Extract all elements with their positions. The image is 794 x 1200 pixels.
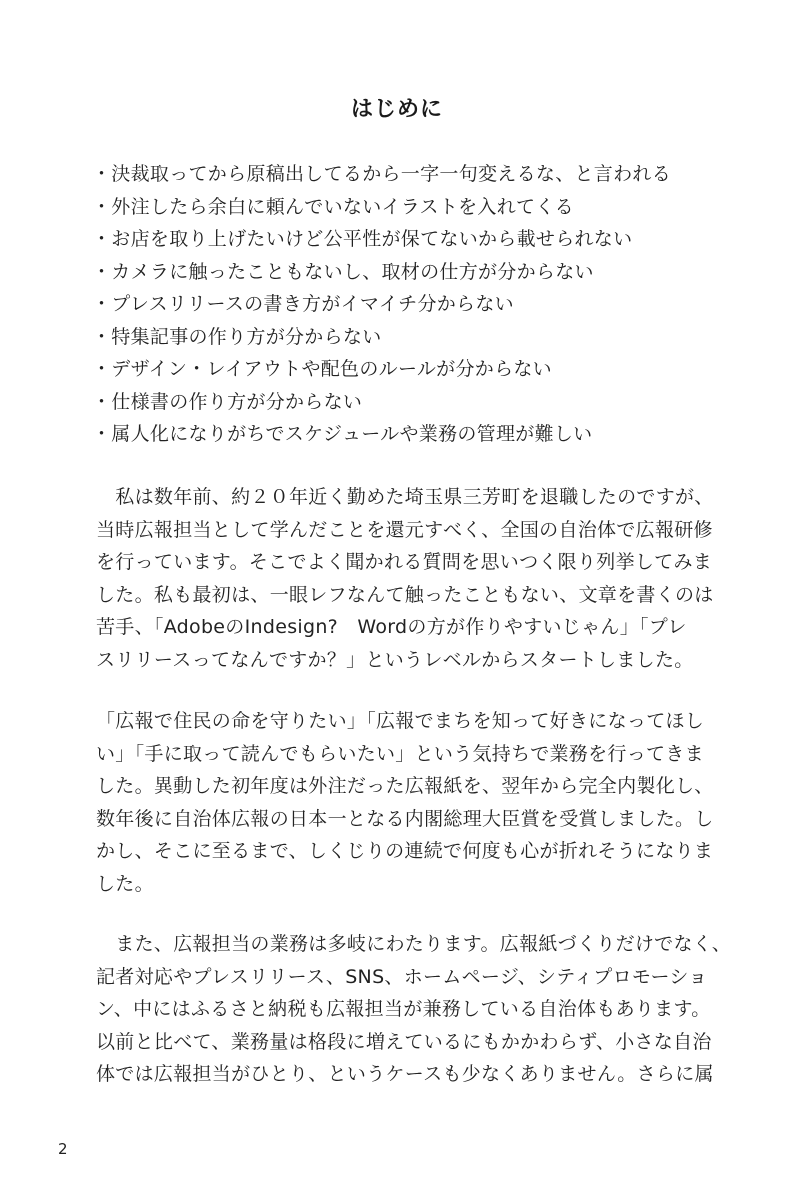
paragraph-line: 体では広報担当がひとり、というケースも少なくありません。さらに属 <box>96 1063 714 1085</box>
paragraph-line: 当時広報担当として学んだことを還元すべく、全国の自治体で広報研修 <box>96 518 713 541</box>
paragraph-line: ン、中にはふるさと納税も広報担当が兼務している自治体もあります。 <box>96 998 711 1020</box>
list-item: ・お店を取り上げたいけど公平性が保てないから載せられない <box>92 228 633 250</box>
list-item: ・カメラに触ったこともないし、取材の仕方が分からない <box>92 260 594 283</box>
bullet-list <box>92 158 732 451</box>
list-item: ・特集記事の作り方が分からない <box>92 325 382 348</box>
paragraph-line: した。異動した初年度は外注だった広報紙を、翌年から完全内製化し、 <box>96 775 714 797</box>
paragraph-line: を行っています。そこでよく聞かれる質問を思いつく限り列挙してみま <box>96 551 713 573</box>
paragraph-line: 苦手、「AdobeのIndesign? Wordの方が作りやすいじゃん」「プレ <box>96 616 687 638</box>
body-paragraph <box>96 705 736 900</box>
paragraph-line: スリリースってなんですか？」というレベルからスタートしました。 <box>96 648 694 671</box>
body-paragraph <box>96 928 736 1091</box>
list-item: ・デザイン・レイアウトや配色のルールが分からない <box>92 358 552 380</box>
list-item: ・属人化になりがちでスケジュールや業務の管理が難しい <box>92 423 593 445</box>
paragraph-line: 記者対応やプレスリリース、SNS、ホームページ、シティプロモーショ <box>96 965 708 988</box>
list-item: ・プレスリリースの書き方がイマイチ分からない <box>92 293 514 315</box>
body-paragraph <box>96 481 736 676</box>
paragraph-line: また、広報担当の業務は多岐にわたります。広報紙づくりだけでなく、 <box>96 933 732 955</box>
paragraph-line: 「広報で住民の命を守りたい」「広報でまちを知って好きになってほし <box>96 710 705 732</box>
paragraph-line: した。 <box>96 872 154 895</box>
list-item: ・仕様書の作り方が分からない <box>92 390 363 413</box>
paragraph-line: 私は数年前、約２０年近く勤めた埼玉県三芳町を退職したのですが、 <box>96 486 714 508</box>
list-item: ・決裁取ってから原稿出してるから一字一句変えるな、と言われる <box>92 163 672 185</box>
list-item: ・外注したら余白に頼んでいないイラストを入れてくる <box>92 195 574 218</box>
paragraph-line: 数年後に自治体広報の日本一となる内閣総理大臣賞を受賞しました。し <box>96 807 714 830</box>
page-title: はじめに <box>350 97 443 122</box>
paragraph-line: した。私も最初は、一眼レフなんて触ったこともない、文章を書くのは <box>96 583 714 606</box>
paragraph-line: かし、そこに至るまで、しくじりの連続で何度も心が折れそうになりま <box>96 840 714 862</box>
paragraph-line: 以前と比べて、業務量は格段に増えているにもかかわらず、小さな自治 <box>96 1030 712 1053</box>
page-number: 2 <box>58 1140 68 1158</box>
paragraph-line: い」「手に取って読んでもらいたい」という気持ちで業務を行ってきま <box>96 742 704 765</box>
